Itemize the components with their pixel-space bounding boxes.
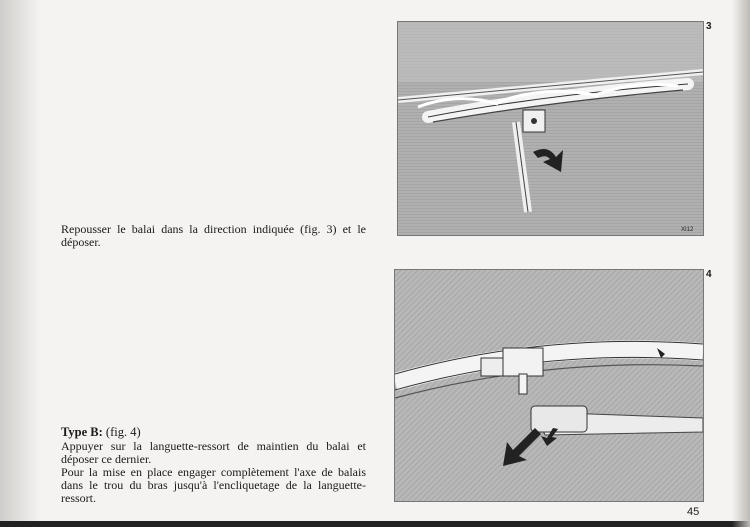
figure-3-number: 3	[706, 21, 712, 32]
type-b-figure-ref: (fig. 4)	[102, 425, 141, 439]
figure-4-illustration	[395, 270, 703, 501]
type-b-section	[61, 426, 366, 505]
figure-3-illustration	[398, 22, 703, 235]
remove-blade-instruction: Repousser le balai dans la direction indiquée (fig. 3) et le déposer.	[61, 222, 366, 249]
figure-3-code: XI12	[681, 227, 694, 233]
page-number: 45	[687, 506, 700, 518]
figure-4-type-b-blade	[394, 269, 704, 502]
bottom-edge	[0, 521, 750, 527]
type-b-instruction-2: Pour la mise en place engager complètement l'axe de balais dans le trou du bras jusqu'à l'encliquetage de la languette-ressort.	[61, 465, 366, 505]
figure-3-wiper-removal	[397, 21, 704, 236]
type-b-heading	[61, 426, 366, 439]
figure-4-number: 4	[706, 269, 712, 280]
type-b-label: Type B:	[61, 425, 103, 439]
type-b-instruction-1: Appuyer sur la languette-ressort de maintien du balai et déposer ce dernier.	[61, 439, 366, 466]
